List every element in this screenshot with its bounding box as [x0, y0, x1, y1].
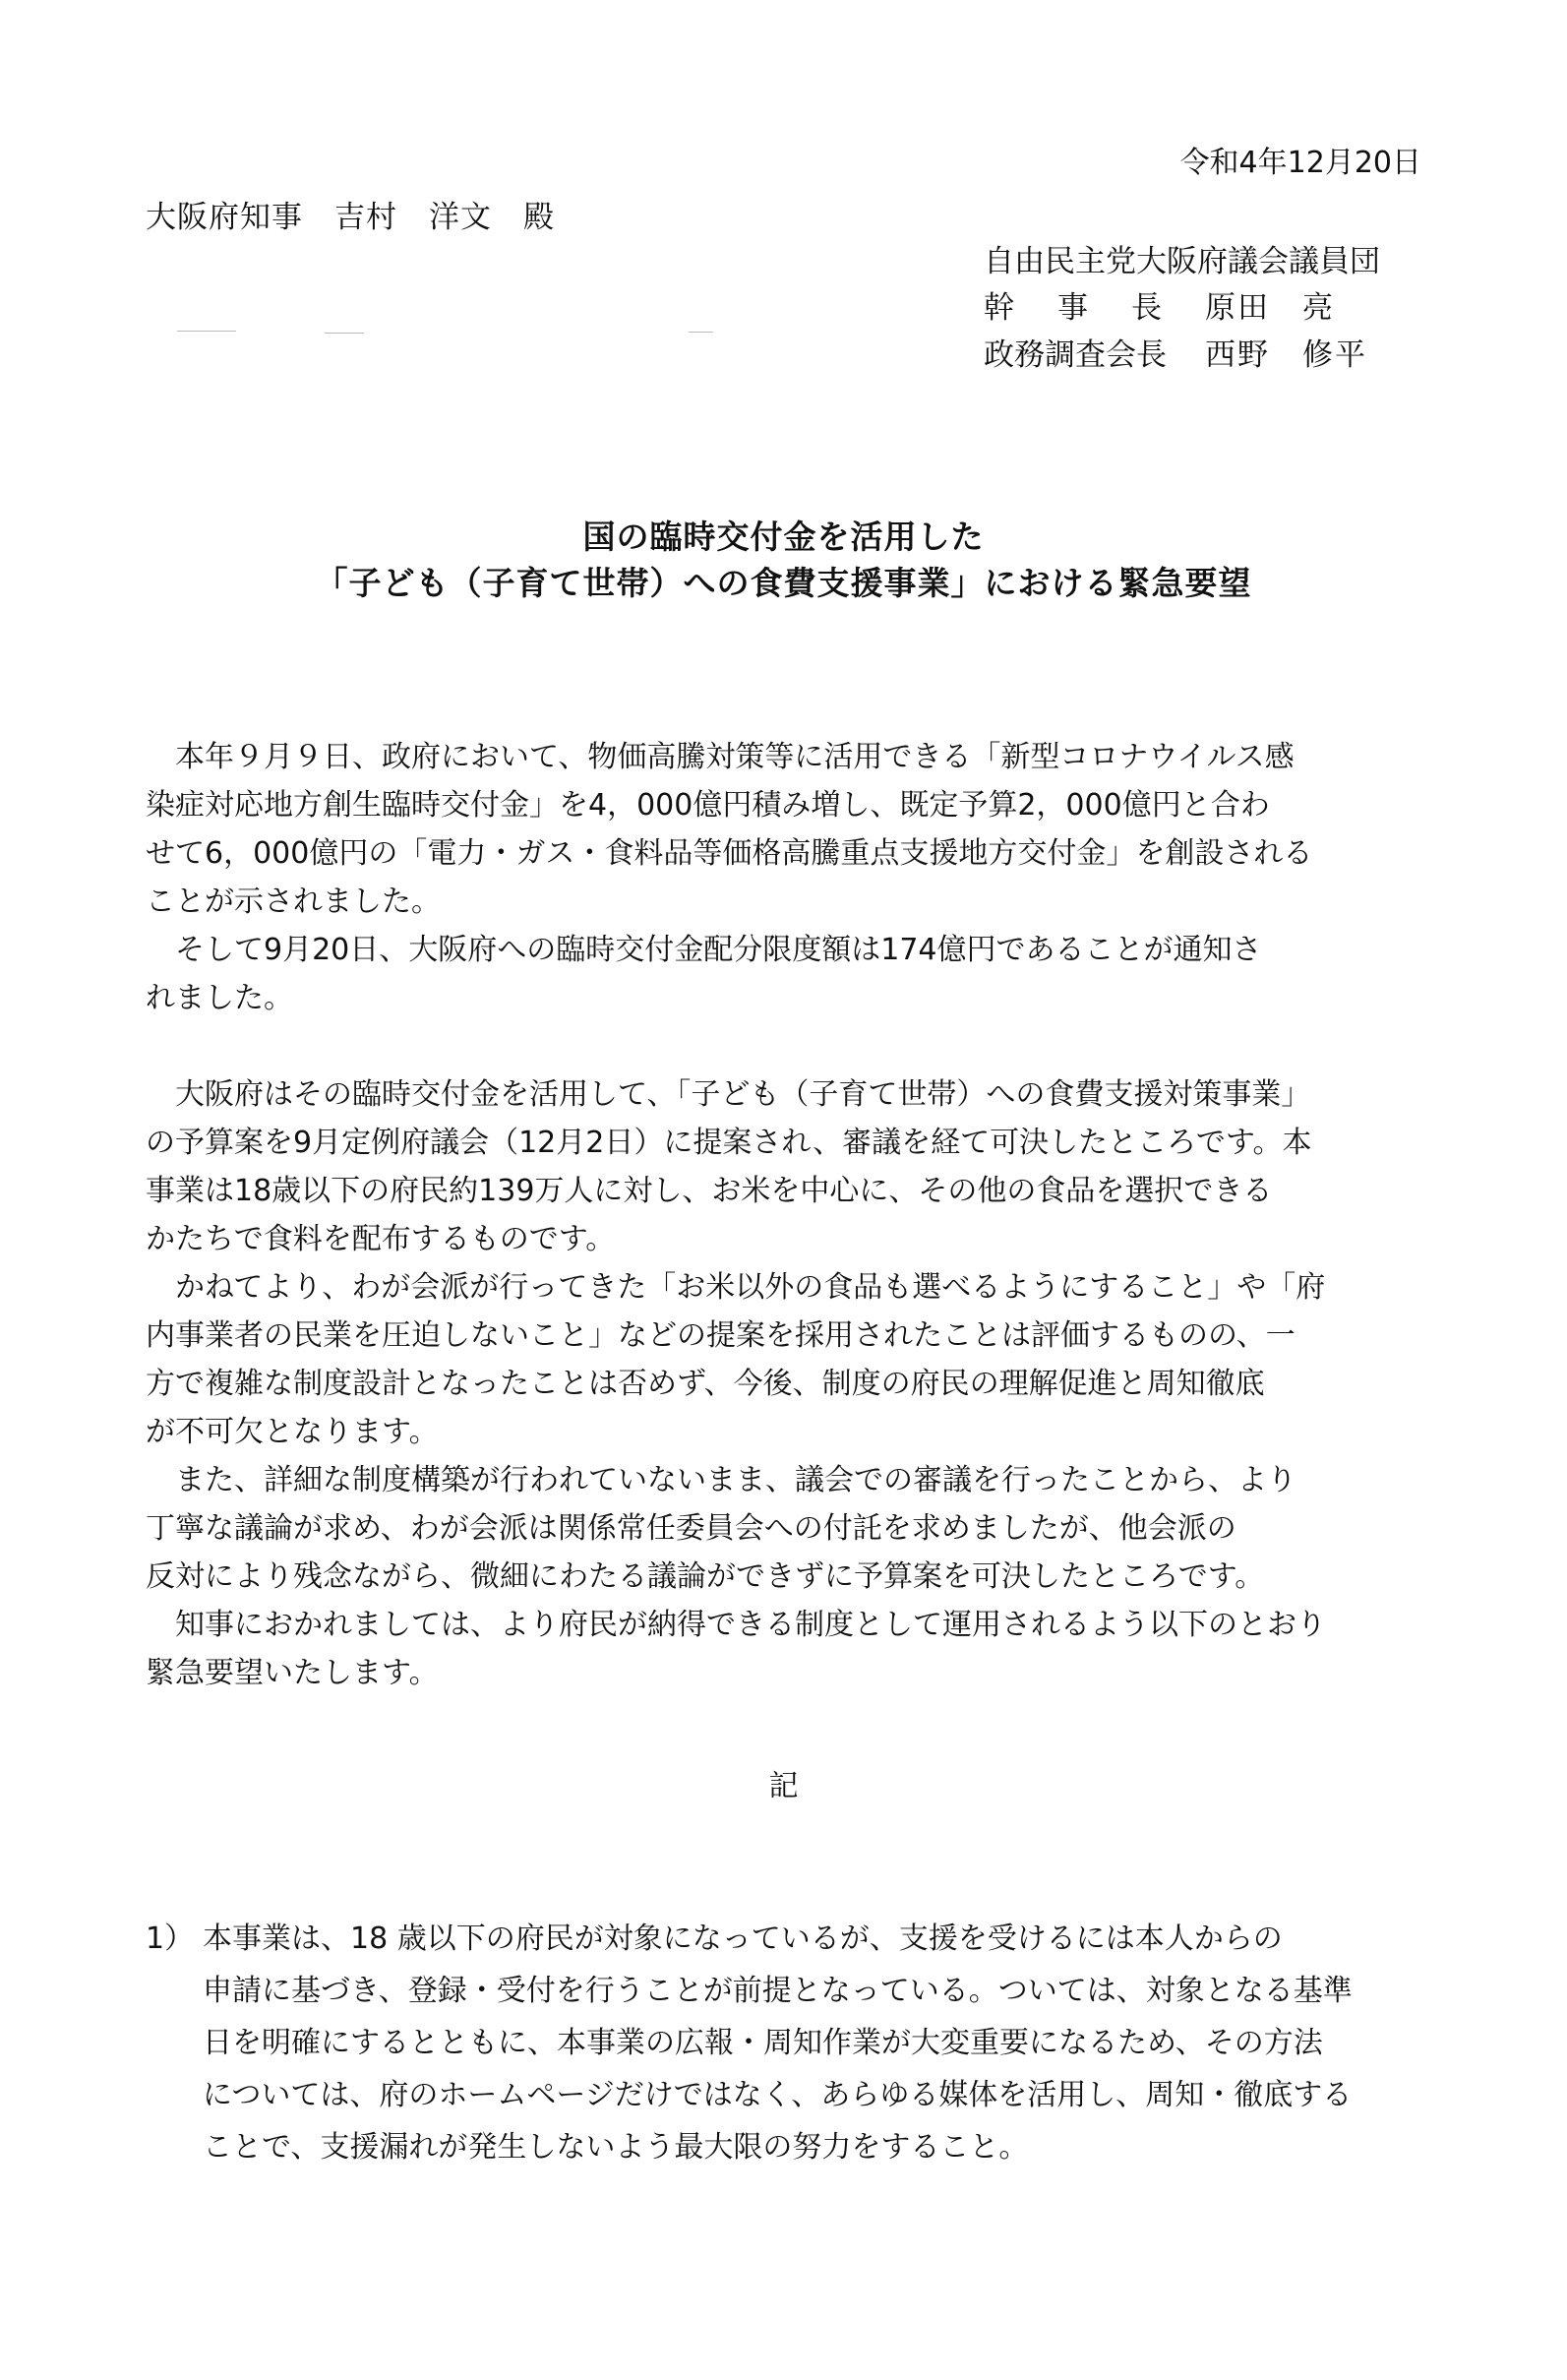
- body-line: 丁寧な議論が求め、わが会派は関係常任委員会への付託を求めましたが、他会派の: [146, 1511, 1236, 1546]
- body-line: が不可欠となります。: [146, 1415, 439, 1449]
- item-text: [203, 1913, 1353, 2173]
- item-line: については、府のホームページだけではなく、あらゆる媒体を活用し、周知・徹底する: [203, 2078, 1353, 2112]
- body-line: れました。: [146, 981, 293, 1015]
- body-line: また、詳細な制度構築が行われていないまま、議会での審議を行ったことから、より: [146, 1463, 1296, 1497]
- sender-organization: 自由民主党大阪府議会議員団: [984, 244, 1380, 279]
- body-line: 本年９月９日、政府において、物価高騰対策等に活用できる「新型コロナウイルス感: [146, 740, 1295, 774]
- body-line: 緊急要望いたします。: [146, 1656, 439, 1690]
- scan-speck: [325, 333, 364, 334]
- body-line: 方で複雑な制度設計となったことは否めず、今後、制度の府民の理解促進と周知徹底: [146, 1367, 1265, 1401]
- body-line: ことが示されました。: [146, 885, 441, 919]
- sender-name: 原田 亮: [1205, 290, 1335, 326]
- body-line: せて6，000億円の「電力・ガス・食料品等価格高騰重点支援地方交付金」を創設される: [146, 836, 1313, 871]
- sender-row-secretary-general: [984, 282, 1335, 327]
- sender-role: 幹事長: [984, 290, 1205, 326]
- sender-role: 政務調査会長: [984, 337, 1167, 373]
- item-line: ことで、支援漏れが発生しないよう最大限の努力をすること。: [203, 2130, 1029, 2165]
- document-date: 令和4年12月20日: [1179, 146, 1421, 180]
- scan-speck: [177, 331, 236, 332]
- body-line: そして9月20日、大阪府への臨時交付金配分限度額は174億円であることが通知さ: [146, 933, 1262, 967]
- sender-row-policy-chair: [984, 330, 1367, 374]
- scan-speck: [689, 332, 713, 333]
- request-item-1: [146, 1913, 1424, 2173]
- addressee: 大阪府知事 吉村 洋文 殿: [146, 200, 555, 235]
- document-title-line1: 国の臨時交付金を活用した: [582, 518, 985, 556]
- item-line: 申請に基づき、登録・受付を行うことが前提となっている。ついては、対象となる基準: [203, 1974, 1353, 2008]
- body-line: 染症対応地方創生臨時交付金」を4，000億円積み増し、既定予算2，000億円と合わ: [146, 788, 1270, 823]
- item-number: 1）: [146, 1922, 195, 1956]
- ki-heading: 記: [768, 1769, 799, 1803]
- body-line: 知事におかれましては、より府民が納得できる制度として運用されるよう以下のとおり: [146, 1608, 1326, 1642]
- body-line: 大阪府はその臨時交付金を活用して、「子ども（子育て世帯）への食費支援対策事業」: [146, 1077, 1311, 1112]
- body-paragraph-2: [146, 1070, 1424, 1697]
- item-line: 本事業は、18 歳以下の府民が対象になっているが、支援を受けるには本人からの: [203, 1922, 1283, 1956]
- body-line: かたちで食料を配布するものです。: [146, 1222, 616, 1256]
- body-paragraph-1: [146, 733, 1424, 1022]
- document-title-line2: 「子ども（子育て世帯）への食費支援事業」における緊急要望: [315, 564, 1252, 602]
- body-line: 事業は18歳以下の府民約139万人に対し、お米を中心に、その他の食品を選択できる: [146, 1174, 1273, 1208]
- body-line: 内事業者の民業を圧迫しないこと」などの提案を採用されたことは評価するものの、一: [146, 1318, 1296, 1353]
- item-line: 日を明確にするとともに、本事業の広報・周知作業が大変重要になるため、その方法: [203, 2026, 1323, 2060]
- body-line: の予算案を9月定例府議会（12月2日）に提案され、審議を経て可決したところです。本: [146, 1126, 1312, 1160]
- body-line: 反対により残念ながら、微細にわたる議論ができずに予算案を可決したところです。: [146, 1559, 1265, 1594]
- sender-name: 西野 修平: [1205, 337, 1367, 373]
- body-line: かねてより、わが会派が行ってきた「お米以外の食品も選べるようにすること」や「府: [146, 1270, 1326, 1305]
